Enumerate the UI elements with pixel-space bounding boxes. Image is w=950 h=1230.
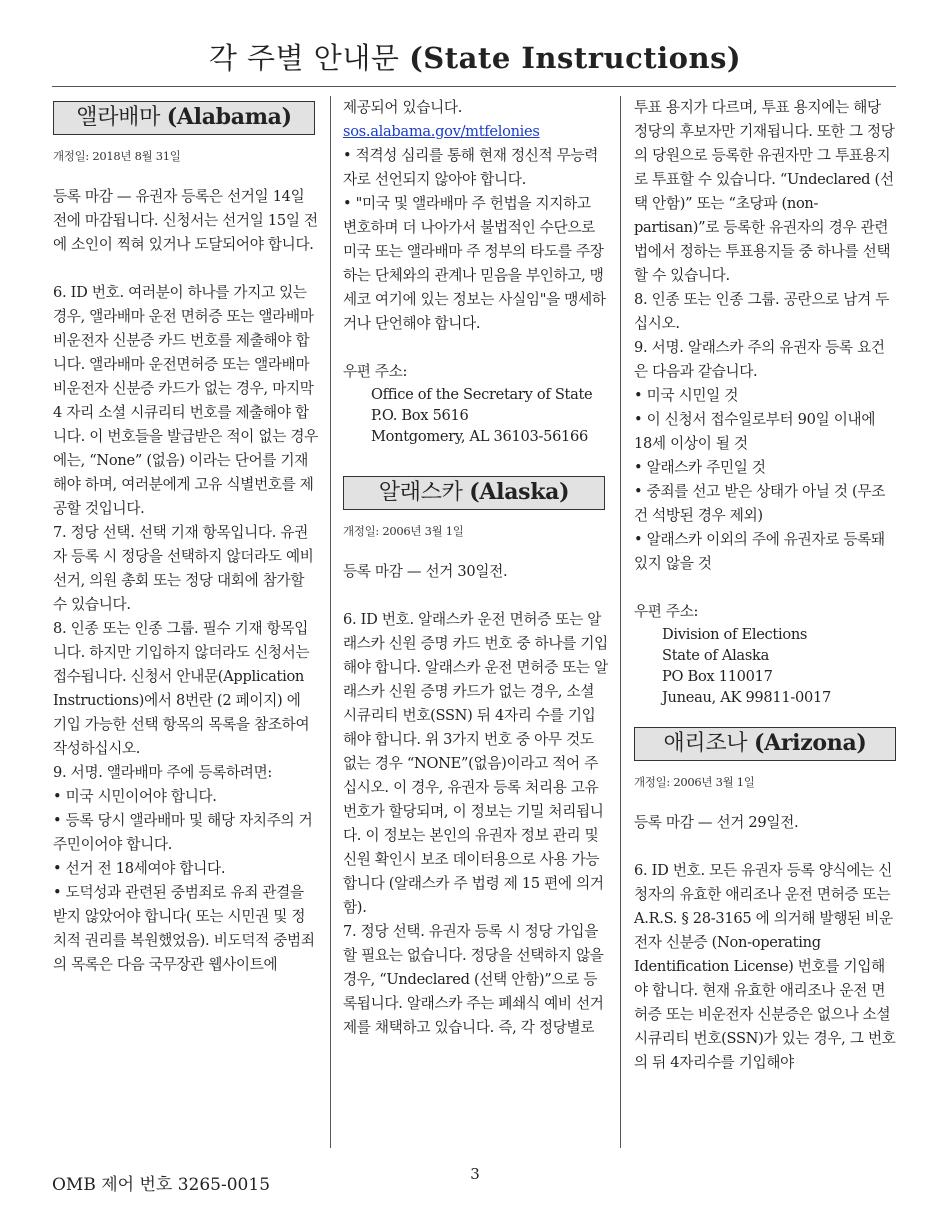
registration-deadline: 등록 마감 — 유권자 등록은 선거일 14일 전에 마감됩니다. 신청서는 선거일 15일 전에 소인이 찍혀 있거나 도달되어야 합니다. (53, 188, 318, 253)
revised-date: 개정일: 2006년 3월 1일 (343, 524, 464, 538)
mailing-address-label: 우편 주소: (343, 363, 408, 380)
registration-deadline: 등록 마감 — 선거 29일전. (634, 814, 799, 831)
revised-date: 개정일: 2018년 8월 31일 (53, 149, 181, 163)
signature-instructions: 9. 서명. 앨라배마 주에 등록하려면: (53, 764, 273, 781)
revised-date: 개정일: 2006년 3월 1일 (634, 775, 755, 789)
omb-control-number: OMB 제어 번호 3265-0015 (52, 1175, 271, 1195)
list-item: • "미국 및 앨라배마 주 헌법을 지지하고 변호하며 더 나아가서 불법적인 수단으로 미국 또는 앨라배마 주 정부의 타도를 주장하는 단체와의 관계나 믿음을 부인하고, 맹세코 여기에 있는 정보는 사실임"을 맹세하거나 단언해야 합니다. (343, 195, 606, 332)
column-2 (343, 96, 608, 1040)
column-3 (634, 96, 896, 1075)
signature-instructions: 9. 서명. 알래스카 주의 유권자 등록 요건은 다음과 같습니다. (634, 339, 885, 380)
list-item: • 미국 시민이어야 합니다. (53, 788, 217, 805)
race-instructions: 8. 인종 또는 인종 그룹. 공란으로 남겨 두십시오. (634, 291, 890, 332)
section-header-alabama: 앨라배마 (Alabama) (53, 101, 315, 135)
list-item: • 알래스카 이외의 주에 유권자로 등록돼 있지 않을 것 (634, 531, 885, 572)
id-number-instructions: 6. ID 번호. 여러분이 하나를 가지고 있는 경우, 앨라배마 운전 면허증 또는 앨라배마 비운전자 신분증 카드 번호를 제출해야 합니다. 앨라배마 운전면허증 또는 앨라배마 비운전자 신분증 카드가 없는 경우, 마지막 4 자리 소셜 시큐리티 번호를 제출해야 합니다. 이 번호들을 발급받은 적이 없는 경우에는, “None” (없음) 이라는 단어를 기재해야 하며, 여러분에게 고유 식별번호를 제공할 것입니다. (53, 284, 318, 517)
felonies-link[interactable]: sos.alabama.gov/mtfelonies (343, 123, 540, 140)
id-number-instructions: 6. ID 번호. 모든 유권자 등록 양식에는 신청자의 유효한 애리조나 운전 면허증 또는 A.R.S. § 28-3165 에 의거해 발행된 비운전자 신분증 (Non-operating Identification License) 번호를 기입해야 합니다. 현재 유효한 애리조나 운전 면허증 또는 비운전자 신분증은 없으나 소셜 시큐리티 번호(SSN)가 있는 경우, 그 번호의 뒤 4자리수를 기입해야 (634, 862, 896, 1071)
section-header-arizona: 애리조나 (Arizona) (634, 727, 896, 761)
list-item: • 미국 시민일 것 (634, 387, 739, 404)
registration-deadline: 등록 마감 — 선거 30일전. (343, 563, 508, 580)
party-choice-instructions: 7. 정당 선택. 선택 기재 항목입니다. 유권자 등록 시 정당을 선택하지 않더라도 예비 선거, 의원 총회 또는 정당 대회에 참가할 수 있습니다. (53, 524, 314, 613)
column-divider (330, 96, 331, 1148)
race-instructions: 8. 인종 또는 인종 그룹. 필수 기재 항목입니다. 하지만 기입하지 않더라도 신청서는 접수됩니다. 신청서 안내문(Application Instructions)에서 8번란 (2 페이지) 에 기입 가능한 선택 항목의 목록을 참조하여 작성하십시오. (53, 620, 310, 757)
mailing-address: Division of Elections State of Alaska PO Box 110017 Juneau, AK 99811-0017 (662, 626, 831, 706)
mailing-address-label: 우편 주소: (634, 603, 699, 620)
mailing-address: Office of the Secretary of State P.O. Box 5616 Montgomery, AL 36103-56166 (371, 386, 593, 445)
id-number-instructions: 6. ID 번호. 알래스카 운전 면허증 또는 알래스카 신원 증명 카드 번호 중 하나를 기입해야 합니다. 알래스카 운전 면허증 또는 알래스카 신원 증명 카드가 없는 경우, 소셜 시큐리티 번호(SSN) 뒤 4자리 수를 기입해야 합니다. 위 3가지 번호 중 아무 것도 없는 경우 “NONE”(없음)이라고 적어 주십시오. 이 경우, 유권자 등록 처리용 고유 번호가 할당되며, 이 정보는 기밀 처리됩니다. 이 정보는 본인의 유권자 정보 관리 및 신원 확인시 보조 데이터용으로 사용 가능합니다 (알래스카 주 법령 제 15 편에 의거함). (343, 611, 608, 916)
list-item: • 이 신청서 접수일로부터 90일 이내에 18세 이상이 될 것 (634, 411, 876, 452)
list-item: • 등록 당시 앨라배마 및 해당 자치주의 거주민이어야 합니다. (53, 812, 313, 853)
column-1 (53, 96, 318, 977)
page-number: 3 (470, 1165, 480, 1183)
page-title: 각 주별 안내문 (State Instructions) (208, 41, 742, 75)
list-item: • 적격성 심리를 통해 현재 정신적 무능력자로 선언되지 않아야 합니다. (343, 147, 599, 188)
party-choice-instructions: 7. 정당 선택. 유권자 등록 시 정당 가입을 할 필요는 없습니다. 정당을 선택하지 않을 경우, “Undeclared (선택 안함)”으로 등록됩니다. 알래스카 주는 폐쇄식 예비 선거제를 채택하고 있습니다. 즉, 각 정당별로 (343, 923, 604, 1036)
list-item: • 알래스카 주민일 것 (634, 459, 766, 476)
column-divider (620, 96, 621, 1148)
continued-text: 제공되어 있습니다. sos.alabama.gov/mtfelonies (343, 99, 540, 140)
section-header-alaska: 알래스카 (Alaska) (343, 476, 605, 510)
title-rule (52, 86, 896, 87)
list-item: • 도덕성과 관련된 중범죄로 유죄 관결을 받지 않았어야 합니다( 또는 시민권 및 정치적 권리를 복원했었음). 비도덕적 중범죄의 목록은 다음 국무장관 웹사이트에 (53, 884, 315, 973)
list-item: • 선거 전 18세여야 합니다. (53, 860, 226, 877)
list-item: • 중죄를 선고 받은 상태가 아닐 것 (무조건 석방된 경우 제외) (634, 483, 886, 524)
continued-text: 투표 용지가 다르며, 투표 용지에는 해당 정당의 후보자만 기재됩니다. 또한 그 정당의 당원으로 등록한 유권자만 그 투표용지로 투표할 수 있습니다. “Undeclared (선택 안함)” 또는 “초당파 (non-partisan)”로 등록한 유권자의 경우 관련법에서 정하는 투표용지들 중 하나를 선택할 수 있습니다. (634, 99, 895, 284)
